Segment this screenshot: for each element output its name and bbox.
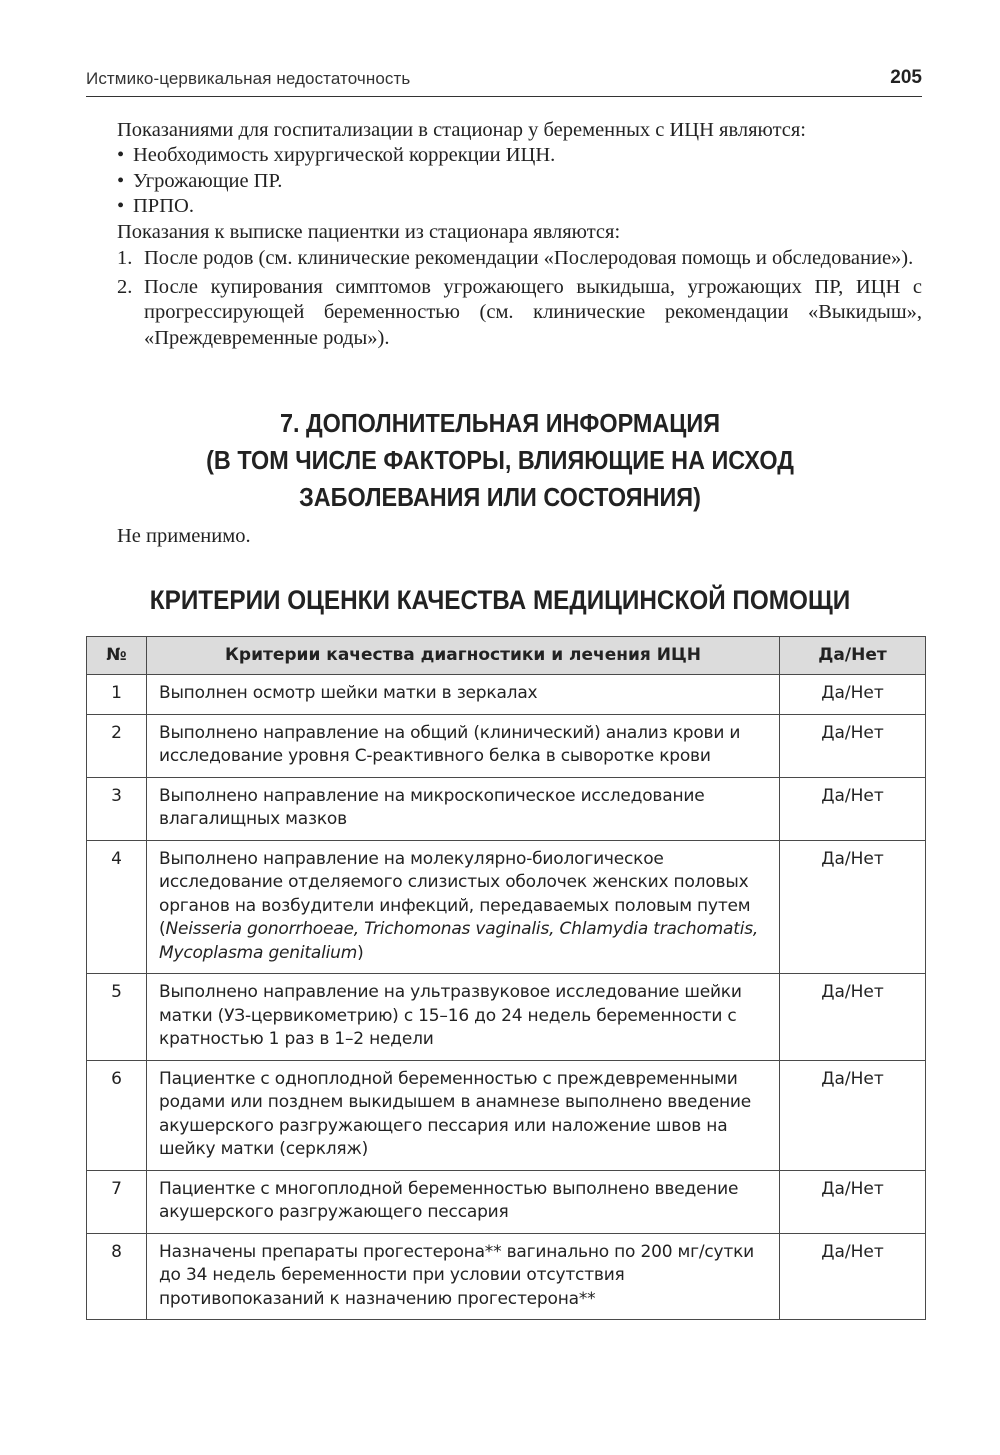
row-criterion: Выполнен осмотр шейки матки в зеркалах bbox=[147, 675, 780, 715]
heading-line: ЗАБОЛЕВАНИЯ ИЛИ СОСТОЯНИЯ) bbox=[299, 482, 701, 512]
table-row bbox=[87, 1233, 926, 1320]
row-answer: Да/Нет bbox=[780, 1233, 926, 1320]
table-header-row bbox=[87, 637, 926, 675]
row-number: 2 bbox=[87, 714, 147, 777]
row-answer: Да/Нет bbox=[780, 714, 926, 777]
row-number: 8 bbox=[87, 1233, 147, 1320]
criterion-text: ) bbox=[357, 942, 364, 963]
discharge-intro: Показания к выписке пациентки из стационара являются: bbox=[117, 221, 621, 243]
row-answer: Да/Нет bbox=[780, 974, 926, 1061]
column-header-answer: Да/Нет bbox=[780, 637, 926, 675]
column-header-criteria: Критерии качества диагностики и лечения ИЦН bbox=[147, 637, 780, 675]
list-item: • Угрожающие ПР. bbox=[117, 169, 922, 195]
row-number: 4 bbox=[87, 840, 147, 974]
row-number: 7 bbox=[87, 1170, 147, 1233]
row-criterion bbox=[147, 840, 780, 974]
list-item bbox=[117, 246, 922, 272]
list-item-number: 2. bbox=[117, 275, 133, 298]
section-7-heading bbox=[140, 405, 860, 516]
table-row bbox=[87, 1170, 926, 1233]
row-number: 6 bbox=[87, 1060, 147, 1170]
column-header-number: № bbox=[87, 637, 147, 675]
heading-line: (В ТОМ ЧИСЛЕ ФАКТОРЫ, ВЛИЯЮЩИЕ НА ИСХОД bbox=[206, 445, 794, 475]
row-answer: Да/Нет bbox=[780, 777, 926, 840]
row-answer: Да/Нет bbox=[780, 675, 926, 715]
row-criterion: Пациентке с одноплодной беременностью с преждевременными родами или позднем выкидышем в анамнезе выполнено введение акушерского разгружающего пессария или наложение швов на шейку матки (серкляж) bbox=[147, 1060, 780, 1170]
list-item-number: 1. bbox=[117, 247, 133, 269]
criteria-table bbox=[86, 636, 926, 1320]
section-7-text: Не применимо. bbox=[117, 525, 251, 547]
table-row bbox=[87, 974, 926, 1061]
row-answer: Да/Нет bbox=[780, 1060, 926, 1170]
page-number: 205 bbox=[890, 67, 922, 88]
hospitalization-list bbox=[117, 143, 922, 220]
discharge-list bbox=[117, 246, 922, 354]
table-row bbox=[87, 675, 926, 715]
table-row bbox=[87, 777, 926, 840]
list-item: • Необходимость хирургической коррекции ИЦН. bbox=[117, 143, 922, 169]
row-criterion: Выполнено направление на микроскопическое исследование влагалищных мазков bbox=[147, 777, 780, 840]
table-row bbox=[87, 714, 926, 777]
list-item-text: После родов (см. клинические рекомендации «Послеродовая помощь и обследование»). bbox=[144, 247, 914, 269]
running-header bbox=[86, 64, 922, 97]
list-item bbox=[117, 275, 922, 352]
row-answer: Да/Нет bbox=[780, 840, 926, 974]
row-criterion: Пациентке с многоплодной беременностью выполнено введение акушерского разгружающего пессария bbox=[147, 1170, 780, 1233]
pathogen-names: Neisseria gonorrhoeae, Trichomonas vaginalis, Chlamydia trachomatis, Mycoplasma genitalium bbox=[159, 919, 759, 963]
row-answer: Да/Нет bbox=[780, 1170, 926, 1233]
list-item-text: После купирования симптомов угрожающего выкидыша, угрожающих ПР, ИЦН с прогрессирующей беременностью (см. клинические рекомендации «Выкидыш», «Преждевременные роды»). bbox=[144, 275, 922, 349]
row-criterion: Назначены препараты прогестерона** вагинально по 200 мг/сутки до 34 недель беременности при условии отсутствия противопоказаний к назначению прогестерона** bbox=[147, 1233, 780, 1320]
row-number: 3 bbox=[87, 777, 147, 840]
row-criterion: Выполнено направление на ультразвуковое исследование шейки матки (УЗ-цервикометрию) с 15–16 до 24 недель беременности с кратностью 1 раз в 1–2 недели bbox=[147, 974, 780, 1061]
hospitalization-intro: Показаниями для госпитализации в стационар у беременных с ИЦН являются: bbox=[117, 119, 807, 141]
criterion-text: Выполнено направление на молекулярно-биологическое исследование отделяемого слизистых оболочек женских половых органов на возбудители инфекций, передаваемых половым путем ( bbox=[159, 848, 751, 939]
running-title: Истмико-цервикальная недостаточность bbox=[86, 69, 411, 88]
list-item: • ПРПО. bbox=[117, 194, 922, 220]
row-criterion: Выполнено направление на общий (клинический) анализ крови и исследование уровня С-реактивного белка в сыворотке крови bbox=[147, 714, 780, 777]
heading-line: 7. ДОПОЛНИТЕЛЬНАЯ ИНФОРМАЦИЯ bbox=[279, 408, 721, 438]
criteria-heading: КРИТЕРИИ ОЦЕНКИ КАЧЕСТВА МЕДИЦИНСКОЙ ПОМОЩИ bbox=[149, 585, 851, 615]
table-row bbox=[87, 1060, 926, 1170]
row-number: 5 bbox=[87, 974, 147, 1061]
row-number: 1 bbox=[87, 675, 147, 715]
table-row bbox=[87, 840, 926, 974]
